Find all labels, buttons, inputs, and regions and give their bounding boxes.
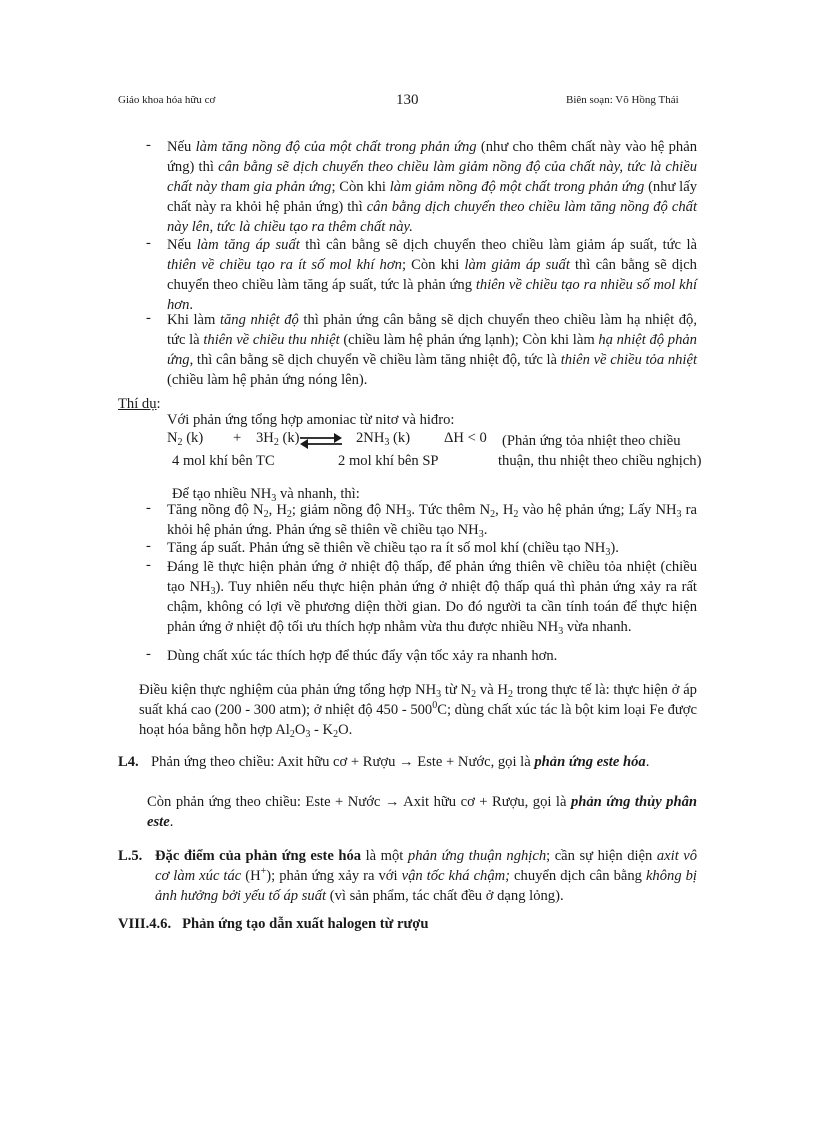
l4-esterification: Phản ứng theo chiều: Axit hữu cơ + Rượu → Este + Nước, gọi là phản ứng este hóa. [151, 754, 650, 770]
bullet-dash: - [146, 557, 151, 573]
product-gas-note: 2 mol khí bên SP [338, 453, 439, 469]
step-concentration: Tăng nồng độ $N_2$, $H_2$; giảm nồng độ $NH_3$. Tức thêm $N_2$, $H_2$ vào hệ phản ứng; Lấy $NH_3$ ra khỏi hệ phản ứng. Phản ứng sẽ thiên về chiều tạo $NH_3$. [167, 502, 697, 540]
enthalpy-change: ΔH < 0 [444, 430, 487, 446]
bullet-dash: - [146, 310, 151, 326]
step-catalyst: Dùng chất xúc tác thích hợp để thúc đẩy vận tốc xảy ra nhanh hơn. [167, 648, 558, 664]
header-author: Biên soạn: Võ Hồng Thái [566, 94, 679, 106]
rule-concentration: Nếu làm tăng nồng độ của một chất trong phản ứng (như cho thêm chất này vào hệ phản ứng) thì cân bằng sẽ dịch chuyển theo chiều làm giảm nồng độ của chất này, tức là chiều chất này tham gia phản ứng; Còn khi làm giảm nồng độ một chất trong phản ứng (như lấy chất này ra khỏi hệ phản ứng) thì cân bằng dịch chuyển theo chiều làm tăng nồng độ chất này lên, tức là chiều tạo ra thêm chất này. [167, 139, 697, 235]
l4-hydrolysis: Còn phản ứng theo chiều: Este + Nước → Axit hữu cơ + Rượu, gọi là phản ứng thủy phân este. [147, 794, 697, 830]
page-number: 130 [396, 92, 419, 108]
section-heading: VIII.4.6. Phản ứng tạo dẫn xuất halogen từ rượu [118, 916, 429, 932]
rule-temperature: Khi làm tăng nhiệt độ thì phản ứng cân bằng sẽ dịch chuyển theo chiều làm hạ nhiệt độ, tức là thiên về chiều thu nhiệt (chiều làm hệ phản ứng lạnh); Còn khi làm hạ nhiệt độ phản ứng, thì cân bằng sẽ dịch chuyển về chiều làm tăng nhiệt độ, tức là thiên về chiều tỏa nhiệt (chiều làm hệ phản ứng nóng lên). [167, 312, 698, 388]
example-label: Thí dụ: [118, 396, 161, 412]
example-goal: Để tạo nhiều $NH_3$ và nhanh, thì: [172, 486, 360, 504]
header-book-title: Giáo khoa hóa hữu cơ [118, 94, 216, 106]
bullet-dash: - [146, 137, 151, 153]
step-pressure: Tăng áp suất. Phản ứng sẽ thiên về chiều tạo ra ít số mol khí (chiều tạo $NH_3$). [167, 540, 619, 558]
equation-n2: $N_2$ (k) [167, 430, 204, 448]
equation-plus: + [233, 430, 242, 446]
l5-label: L.5. [118, 848, 143, 864]
bullet-dash: - [146, 646, 151, 662]
enthalpy-note-1: (Phản ứng tỏa nhiệt theo chiều [502, 433, 681, 449]
bullet-dash: - [146, 500, 151, 516]
step-temperature: Đáng lẽ thực hiện phản ứng ở nhiệt độ thấp, để phản ứng thiên về chiều tỏa nhiệt (chiều tạo $NH_3$). Tuy nhiên nếu thực hiện phản ứng ở nhiệt độ thấp quá thì phản ứng xảy ra rất chậm, không có lợi về phương diện thời gian. Do đó người ta cần tính toán để thực hiện phản ứng ở nhiệt độ tối ưu thích hợp nhằm vừa thu được nhiều $NH_3$ vừa nhanh. [167, 559, 697, 637]
l4-label: L4. [118, 754, 139, 770]
l5-characteristics: Đặc điểm của phản ứng este hóa là một phản ứng thuận nghịch; cần sự hiện diện axit vô cơ làm xúc tác (H+); phản ứng xảy ra với vận tốc khá chậm; chuyển dịch cân bằng không bị ảnh hưởng bởi yếu tố áp suất (vì sản phẩm, tác chất đều ở dạng lỏng). [155, 848, 698, 904]
equation-h2: $3H_2$ (k) [256, 430, 300, 448]
example-intro: Với phản ứng tổng hợp amoniac từ nitơ và hiđro: [167, 412, 455, 428]
equation-nh3: $2NH_3$ (k) [356, 430, 411, 448]
reactant-gas-note: 4 mol khí bên TC [172, 453, 275, 469]
bullet-dash: - [146, 235, 151, 251]
bullet-dash: - [146, 538, 151, 554]
experimental-conditions: Điều kiện thực nghiệm của phản ứng tổng hợp $NH_3$ từ $N_2$ và $H_2$ trong thực tế là: thực hiện ở áp suất khá cao (200 - 300 atm); ở nhiệt độ $450 - 500^0C$; dùng chất xúc tác là bột kim loại Fe được hoạt hóa bằng hỗn hợp $Al_2O_3 - K_2O$. [139, 682, 697, 740]
equilibrium-arrow-icon [298, 432, 344, 450]
rule-pressure: Nếu làm tăng áp suất thì cân bằng sẽ dịch chuyển theo chiều làm giảm áp suất, tức là thiên về chiều tạo ra ít số mol khí hơn; Còn khi làm giảm áp suất thì cân bằng sẽ dịch chuyển theo chiều làm tăng áp suất, tức là phản ứng thiên về chiều tạo ra nhiều số mol khí hơn. [167, 237, 698, 313]
enthalpy-note-2: thuận, thu nhiệt theo chiều nghịch) [498, 453, 702, 469]
